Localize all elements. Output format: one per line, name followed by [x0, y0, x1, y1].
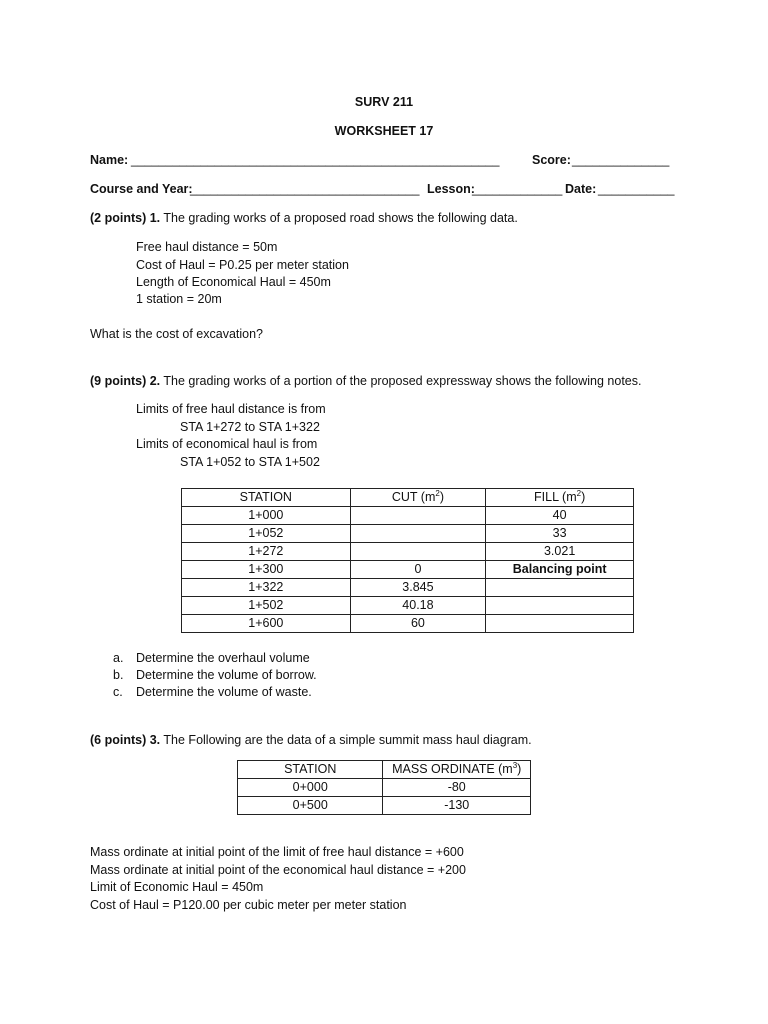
- table-header-row: [238, 761, 531, 779]
- mass-cell: -130: [383, 797, 531, 815]
- fill-cell: 33: [486, 525, 634, 543]
- q2-free-haul-range: STA 1+272 to STA 1+322: [180, 420, 320, 434]
- fill-cell: 40: [486, 507, 634, 525]
- q3-data-line: Cost of Haul = P120.00 per cubic meter per meter station: [90, 898, 407, 912]
- name-field[interactable]: _____________________________________________________: [131, 153, 500, 167]
- course-code: SURV 211: [354, 95, 414, 109]
- q1-question: What is the cost of excavation?: [90, 327, 264, 341]
- table-row: [182, 561, 634, 579]
- fill-cell: Balancing point: [486, 561, 634, 579]
- station-cell: 1+600: [182, 615, 351, 633]
- station-cell: 1+502: [182, 597, 351, 615]
- station-header: STATION: [238, 761, 383, 779]
- fill-cell: [486, 579, 634, 597]
- q2-free-haul-intro: Limits of free haul distance is from: [136, 402, 326, 416]
- table-row: [238, 797, 531, 815]
- q2-station-table: [181, 488, 634, 633]
- station-cell: 0+000: [238, 779, 383, 797]
- fill-cell: [486, 597, 634, 615]
- cut-header: CUT $(m^2)$: [350, 489, 486, 507]
- station-header: STATION: [182, 489, 351, 507]
- cut-cell: [350, 507, 486, 525]
- q2-parts-list: [113, 650, 317, 701]
- table-row: [182, 597, 634, 615]
- table-row: [182, 615, 634, 633]
- q1-number: 1.: [149, 211, 161, 225]
- q3-number: 3.: [149, 733, 161, 747]
- station-cell: 1+322: [182, 579, 351, 597]
- table-row: [238, 779, 531, 797]
- q3-text: The Following are the data of a simple summit mass haul diagram.: [163, 733, 532, 747]
- cut-cell: [350, 525, 486, 543]
- q3-mass-table: [237, 760, 531, 815]
- q3-prompt: [90, 732, 532, 748]
- q2-text: The grading works of a portion of the proposed expressway shows the following notes.: [163, 374, 642, 388]
- mass-cell: -80: [383, 779, 531, 797]
- list-item: a. Determine the overhaul volume: [113, 651, 310, 665]
- score-field[interactable]: ______________: [572, 153, 670, 167]
- q2-econ-haul-intro: Limits of economical haul is from: [136, 437, 318, 451]
- q3-data-line: Mass ordinate at initial point of the economical haul distance = +200: [90, 863, 466, 877]
- name-label: Name:: [90, 153, 129, 167]
- station-cell: 1+052: [182, 525, 351, 543]
- q1-data-line: Cost of Haul = P0.25 per meter station: [136, 258, 349, 272]
- list-item: b. Determine the volume of borrow.: [113, 668, 317, 682]
- station-cell: 1+272: [182, 543, 351, 561]
- q1-prompt: [90, 210, 518, 226]
- q1-data-line: Length of Economical Haul = 450m: [136, 275, 331, 289]
- q2-econ-haul-range: STA 1+052 to STA 1+502: [180, 455, 320, 469]
- q1-data-line: 1 station = 20m: [136, 292, 222, 306]
- q1-points: (2 points): [90, 211, 147, 225]
- table-row: [182, 507, 634, 525]
- fill-cell: [486, 615, 634, 633]
- cut-cell: 60: [350, 615, 486, 633]
- table-header-row: [182, 489, 634, 507]
- q1-text: The grading works of a proposed road shows the following data.: [163, 211, 518, 225]
- worksheet-title: WORKSHEET 17: [334, 124, 434, 138]
- cut-cell: [350, 543, 486, 561]
- mass-ordinate-header: MASS ORDINATE $(m^3)$: [383, 761, 531, 779]
- cut-cell: 40.18: [350, 597, 486, 615]
- cut-cell: 0: [350, 561, 486, 579]
- station-cell: 1+300: [182, 561, 351, 579]
- cut-cell: 3.845: [350, 579, 486, 597]
- table-row: [182, 579, 634, 597]
- course-field[interactable]: _________________________________: [190, 182, 420, 196]
- score-label: Score:: [532, 153, 571, 167]
- lesson-field[interactable]: _____________: [472, 182, 563, 196]
- date-field[interactable]: ___________: [598, 182, 675, 196]
- station-cell: 1+000: [182, 507, 351, 525]
- q2-prompt: [90, 373, 641, 389]
- q3-points: (6 points): [90, 733, 147, 747]
- lesson-label: Lesson:: [427, 182, 475, 196]
- fill-cell: 3.021: [486, 543, 634, 561]
- q2-points: (9 points): [90, 374, 147, 388]
- list-item: c. Determine the volume of waste.: [113, 685, 312, 699]
- q3-data-line: Limit of Economic Haul = 450m: [90, 880, 264, 894]
- q2-number: 2.: [149, 374, 161, 388]
- q1-data-line: Free haul distance = 50m: [136, 240, 278, 254]
- course-label: Course and Year:: [90, 182, 193, 196]
- station-cell: 0+500: [238, 797, 383, 815]
- table-row: [182, 525, 634, 543]
- fill-header: FILL $(m^2)$: [486, 489, 634, 507]
- q3-data-line: Mass ordinate at initial point of the limit of free haul distance = +600: [90, 845, 464, 859]
- date-label: Date:: [565, 182, 597, 196]
- table-row: [182, 543, 634, 561]
